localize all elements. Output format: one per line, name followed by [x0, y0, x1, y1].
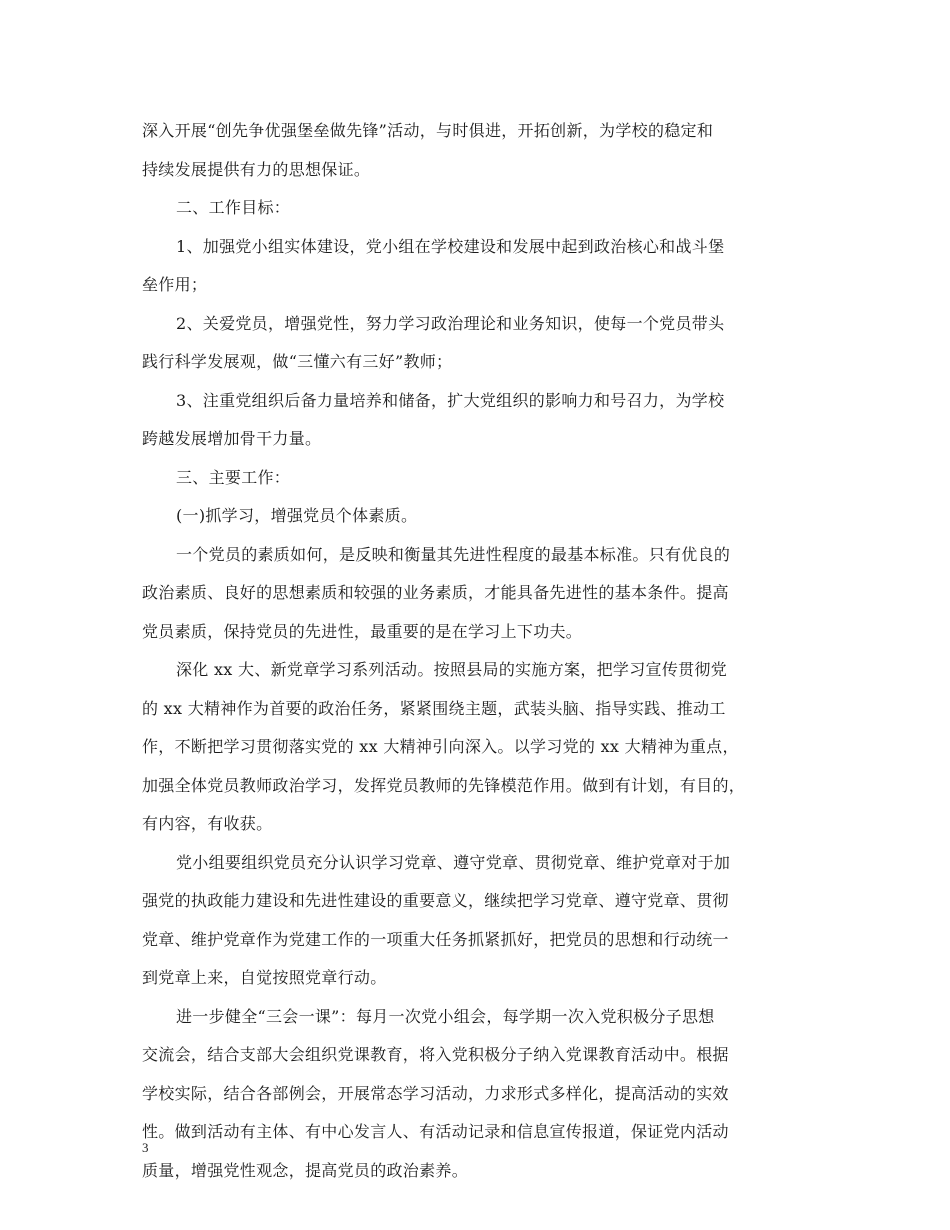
text-line: 的 xx 大精神作为首要的政治任务，紧紧围绕主题，武装头脑、指导实践、推动工: [142, 698, 726, 718]
document-body: [142, 112, 822, 1190]
subsection-heading: (一)抓学习，增强党员个体素质。: [176, 506, 418, 525]
text-line: 践行科学发展观，做“三懂六有三好”教师；: [142, 352, 453, 371]
section-heading: 二、工作目标：: [176, 198, 291, 217]
section-heading: 三、主要工作：: [176, 467, 291, 487]
text-line: 深化 xx 大、新党章学习系列活动。按照县局的实施方案，把学习宣传贯彻党: [176, 660, 728, 679]
text-line: 强党的执政能力建设和先进性建设的重要意义，继续把学习党章、遵守党章、贯彻: [142, 891, 729, 910]
text-line: 党小组要组织党员充分认识学习党章、遵守党章、贯彻党章、维护党章对于加: [176, 852, 731, 872]
text-line: 进一步健全“三会一课”：每月一次党小组会，每学期一次入党积极分子思想: [176, 1006, 715, 1026]
text-line: 交流会，结合支部大会组织党课教育，将入党积极分子纳入党课教育活动中。根据: [142, 1045, 729, 1064]
text-line: 到党章上来，自觉按照党章行动。: [142, 968, 387, 987]
text-line: 党员素质，保持党员的先进性，最重要的是在学习上下功夫。: [142, 621, 583, 641]
page-number: 3: [142, 1140, 149, 1155]
text-line: 垒作用；: [142, 275, 208, 294]
text-line: 性。做到活动有主体、有中心发言人、有活动记录和信息宣传报道，保证党内活动: [142, 1122, 729, 1141]
text-line: 3、注重党组织后备力量培养和储备，扩大党组织的影响力和号召力，为学校: [176, 390, 725, 410]
text-line: 党章、维护党章作为党建工作的一项重大任务抓紧抓好，把党员的思想和行动统一: [142, 929, 729, 949]
text-line: 一个党员的素质如何，是反映和衡量其先进性程度的最基本标准。只有优良的: [176, 544, 731, 564]
text-line: 深入开展“创先争优强堡垒做先锋”活动，与时俱进，开拓创新，为学校的稳定和: [142, 121, 714, 140]
text-line: 1、加强党小组实体建设，党小组在学校建设和发展中起到政治核心和战斗堡: [176, 236, 725, 256]
text-line: 质量，增强党性观念，提高党员的政治素养。: [142, 1160, 469, 1180]
text-line: 持续发展提供有力的思想保证。: [142, 159, 371, 179]
text-line: 作，不断把学习贯彻落实党的 xx 大精神引向深入。以学习党的 xx 大精神为重点，: [142, 737, 739, 756]
text-line: 加强全体党员教师政治学习，发挥党员教师的先锋模范作用。做到有计划，有目的，: [142, 775, 746, 795]
text-line: 政治素质、良好的思想素质和较强的业务素质，才能具备先进性的基本条件。提高: [142, 583, 729, 602]
text-line: 有内容，有收获。: [142, 814, 273, 833]
text-line: 学校实际，结合各部例会，开展常态学习活动，力求形式多样化，提高活动的实效: [142, 1083, 729, 1103]
text-line: 跨越发展增加骨干力量。: [142, 429, 322, 448]
text-line: 2、关爱党员，增强党性，努力学习政治理论和业务知识，使每一个党员带头: [176, 313, 725, 333]
